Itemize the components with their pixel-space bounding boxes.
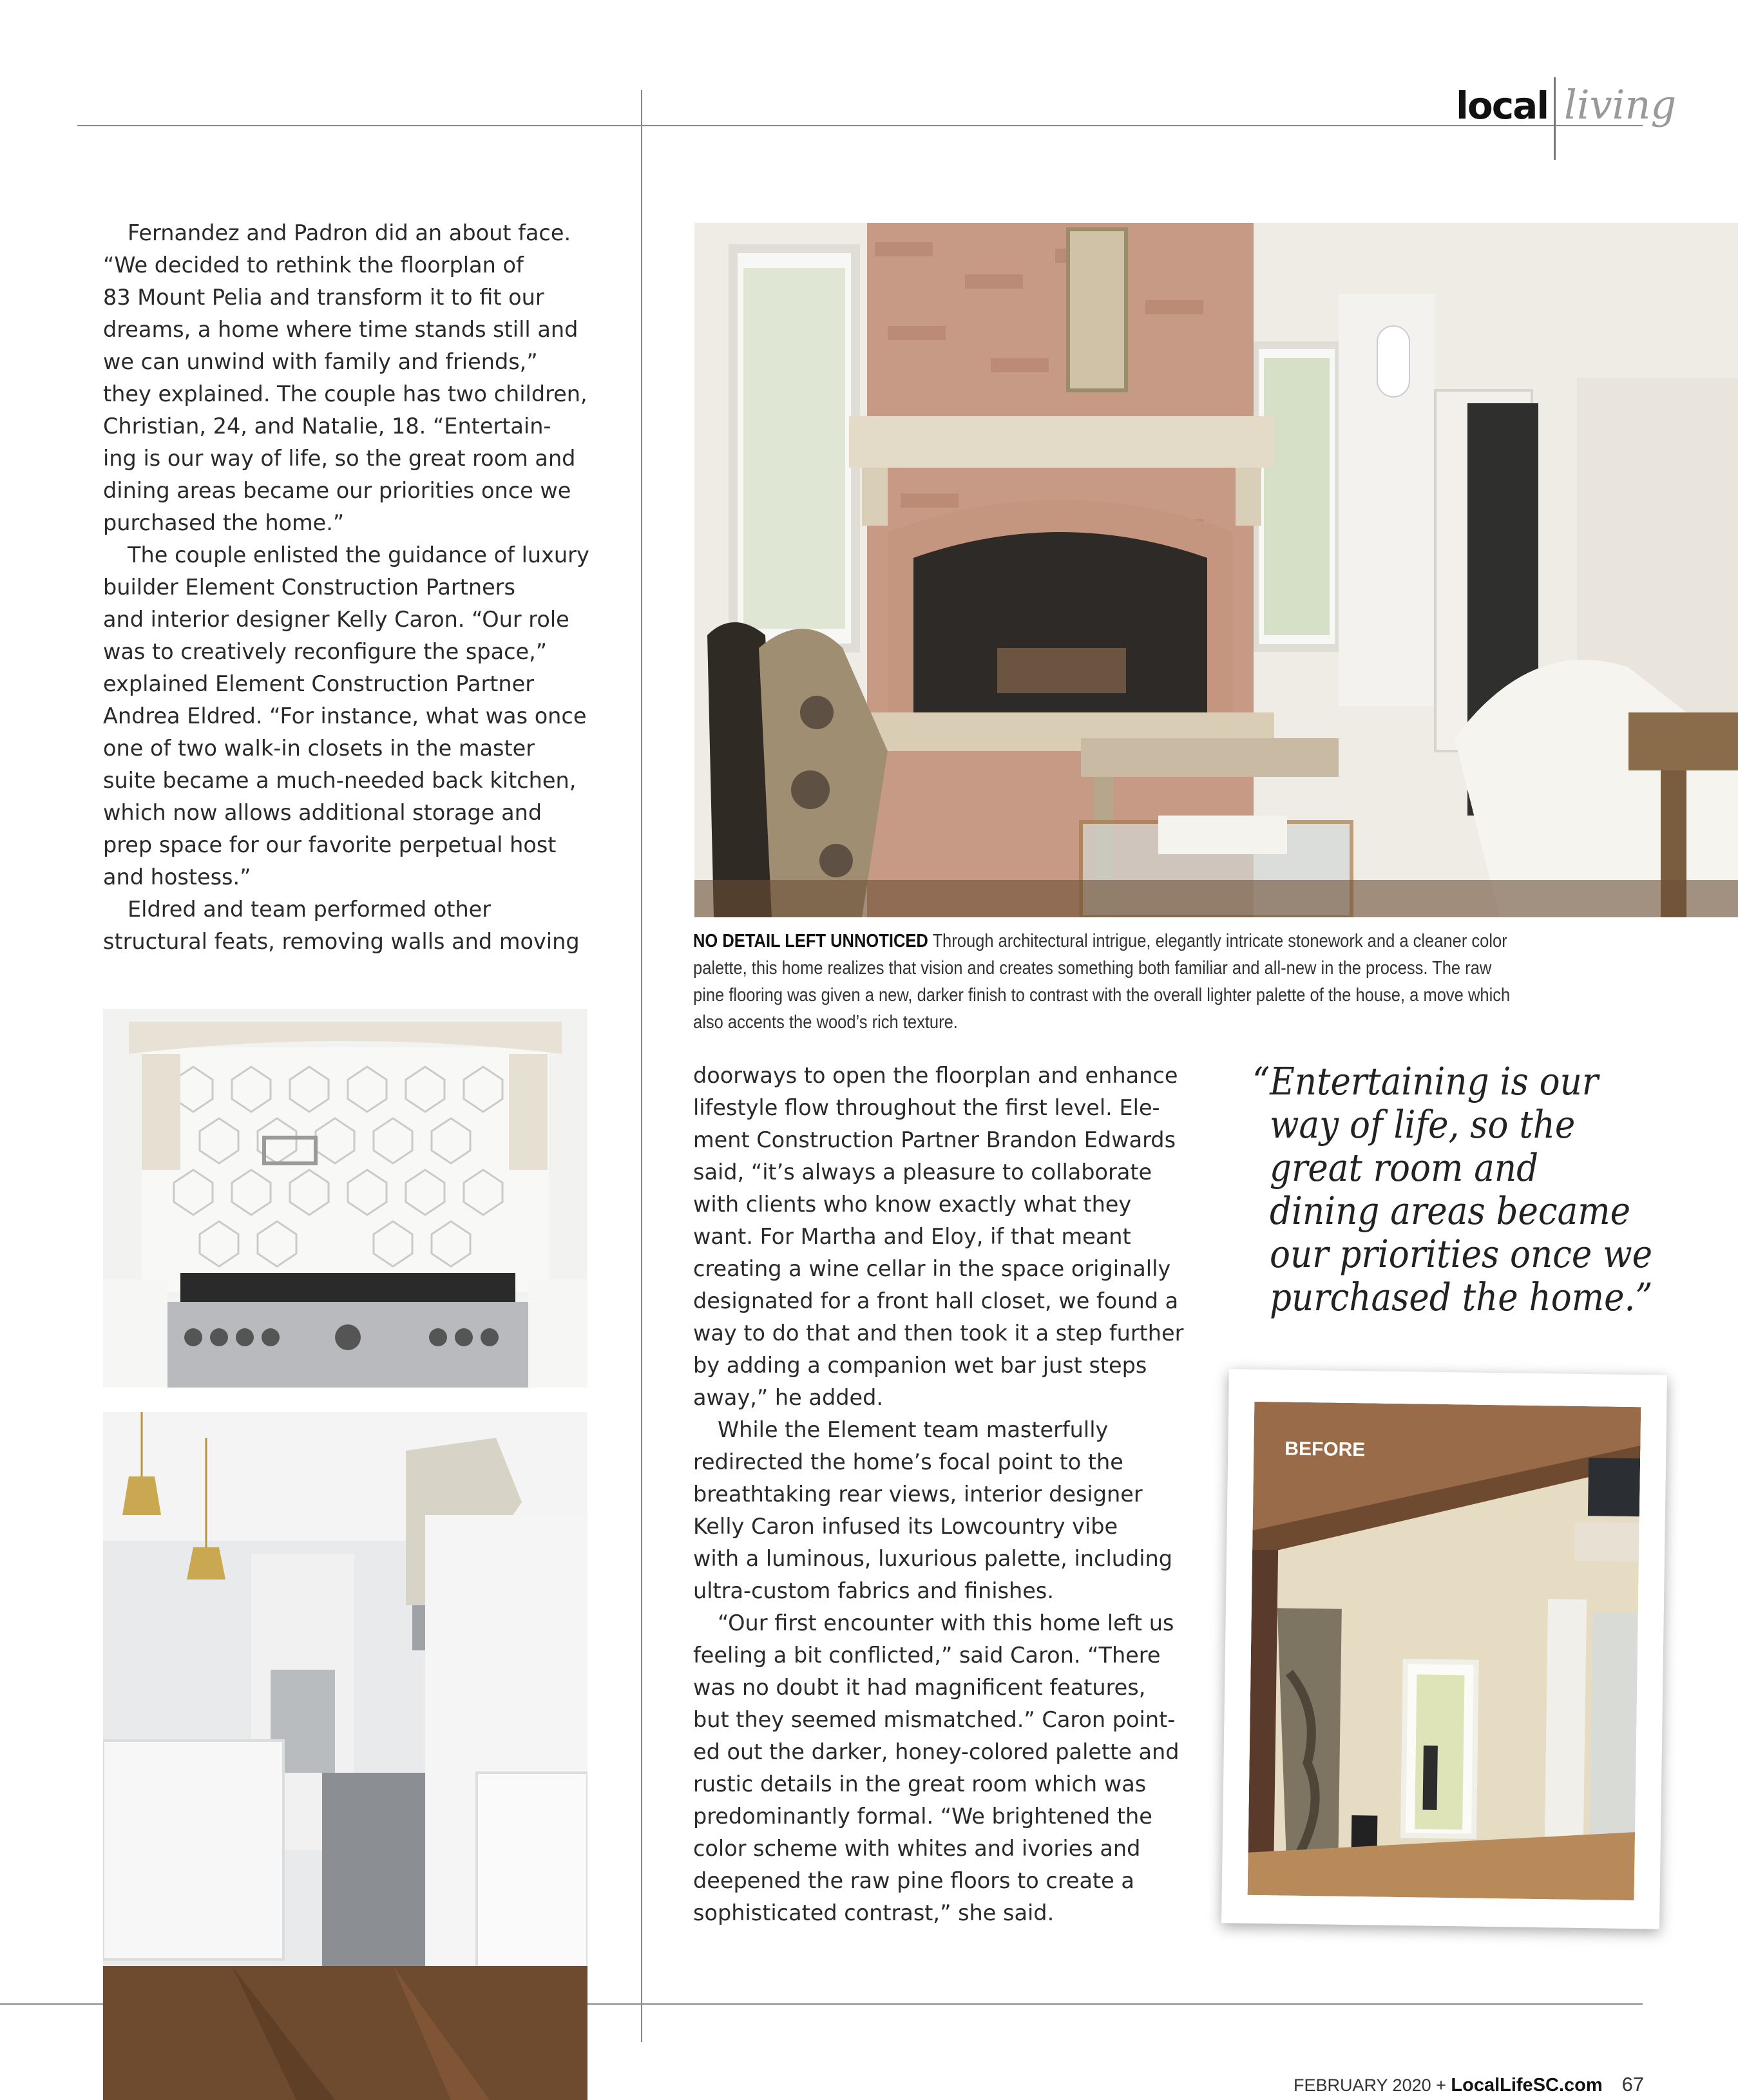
text-line: which now allows additional storage and: [103, 800, 542, 825]
masthead-separator: [1554, 77, 1556, 160]
text-line: color scheme with whites and ivories and: [693, 1836, 1141, 1861]
text-line: explained Element Construction Partner: [103, 671, 535, 696]
photo-caption: [693, 928, 1659, 1036]
text-line: sophisticated contrast,” she said.: [693, 1900, 1055, 1925]
caption-line: also accents the wood’s rich texture.: [693, 1012, 958, 1033]
pull-quote-line: dining areas became: [1270, 1188, 1631, 1233]
pull-quote-line: great room and: [1270, 1145, 1539, 1190]
text-line: builder Element Construction Partners: [103, 575, 515, 600]
text-line: by adding a companion wet bar just steps: [693, 1353, 1147, 1378]
text-line: ing is our way of life, so the great room and: [103, 446, 576, 471]
text-line: and hostess.”: [103, 864, 251, 890]
footer-date: FEBRUARY 2020 +: [1294, 2076, 1451, 2095]
text-line: but they seemed mismatched.” Caron point-: [693, 1707, 1176, 1732]
text-line: dining areas became our priorities once we: [103, 478, 571, 503]
text-line: breathtaking rear views, interior designer: [693, 1482, 1143, 1507]
before-photo-frame: [1221, 1369, 1667, 1929]
text-line: rustic details in the great room which was: [693, 1771, 1147, 1797]
article-column-left: [103, 217, 593, 958]
pull-quote-line: “Entertaining is our: [1252, 1059, 1599, 1103]
page-footer: [1294, 2073, 1644, 2096]
pull-quote-line: our priorities once we: [1270, 1232, 1653, 1276]
text-line: and interior designer Kelly Caron. “Our role: [103, 607, 569, 632]
footer-site: LocalLifeSC.com: [1451, 2075, 1603, 2095]
page-number: 67: [1621, 2073, 1645, 2095]
pull-quote: [1252, 1059, 1653, 1319]
text-line: structural feats, removing walls and moving: [103, 929, 580, 954]
text-line: predominantly formal. “We brightened the: [693, 1804, 1152, 1829]
text-line: one of two walk-in closets in the master: [103, 736, 535, 761]
pull-quote-line: purchased the home.”: [1270, 1275, 1653, 1319]
text-line: ultra-custom fabrics and finishes.: [693, 1578, 1054, 1603]
text-line: said, “it’s always a pleasure to collaborate: [693, 1160, 1152, 1185]
text-line: was no doubt it had magnificent features,: [693, 1675, 1146, 1700]
text-line: Christian, 24, and Natalie, 18. “Entertain-: [103, 414, 551, 439]
text-line: designated for a front hall closet, we found a: [693, 1288, 1179, 1313]
text-line: away,” he added.: [693, 1385, 884, 1410]
text-line: Kelly Caron infused its Lowcountry vibe: [693, 1514, 1118, 1539]
caption-line: pine flooring was given a new, darker finish to contrast with the overall lighter palette of the house, a move which: [693, 985, 1511, 1006]
text-line: with clients who know exactly what they: [693, 1192, 1132, 1217]
text-line: with a luminous, luxurious palette, including: [693, 1546, 1173, 1571]
text-line: doorways to open the floorplan and enhance: [693, 1063, 1178, 1088]
text-line: want. For Martha and Eloy, if that meant: [693, 1224, 1131, 1249]
masthead-section: living: [1564, 81, 1677, 128]
range-hood-photo: [103, 1009, 587, 1388]
text-line: was to creatively reconfigure the space,”: [103, 639, 548, 664]
before-photo: [1248, 1402, 1641, 1900]
text-line: While the Element team masterfully: [718, 1417, 1109, 1442]
article-column-right: [693, 1060, 1208, 1929]
great-room-photo: [694, 223, 1738, 917]
text-line: feeling a bit conflicted,” said Caron. “There: [693, 1643, 1161, 1668]
text-line: lifestyle flow throughout the first level. Ele-: [693, 1095, 1160, 1120]
column-divider: [641, 90, 642, 2042]
text-line: purchased the home.”: [103, 510, 345, 535]
text-line: Andrea Eldred. “For instance, what was once: [103, 703, 587, 729]
text-line: deepened the raw pine floors to create a: [693, 1868, 1134, 1893]
text-line: Eldred and team performed other: [128, 897, 492, 922]
before-label: BEFORE: [1284, 1438, 1366, 1461]
text-line: The couple enlisted the guidance of luxury: [128, 542, 589, 568]
text-line: creating a wine cellar in the space originally: [693, 1256, 1171, 1281]
text-line: redirected the home’s focal point to the: [693, 1449, 1123, 1475]
text-line: ed out the darker, honey-colored palette and: [693, 1739, 1179, 1764]
text-line: dreams, a home where time stands still and: [103, 317, 578, 342]
kitchen-photo: [103, 1412, 587, 2100]
text-line: way to do that and then took it a step further: [693, 1321, 1184, 1346]
masthead: [1456, 77, 1677, 129]
pull-quote-line: way of life, so the: [1270, 1102, 1576, 1147]
text-line: Fernandez and Padron did an about face.: [128, 220, 571, 245]
text-line: prep space for our favorite perpetual host: [103, 832, 557, 857]
header-rule: [77, 125, 1643, 126]
text-line: ment Construction Partner Brandon Edwards: [693, 1127, 1176, 1152]
caption-heading: NO DETAIL LEFT UNNOTICED: [693, 931, 928, 951]
text-line: “Our first encounter with this home left us: [718, 1610, 1174, 1636]
text-line: we can unwind with family and friends,”: [103, 349, 538, 374]
masthead-brand: local: [1456, 84, 1549, 128]
text-line: 83 Mount Pelia and transform it to fit our: [103, 285, 544, 310]
text-line: “We decided to rethink the floorplan of: [103, 253, 524, 278]
text-line: they explained. The couple has two children,: [103, 381, 587, 406]
text-line: suite became a much-needed back kitchen,: [103, 768, 577, 793]
caption-line: Through architectural intrigue, elegantly intricate stonework and a cleaner color: [928, 931, 1507, 951]
caption-line: palette, this home realizes that vision and creates something both familiar and all-new in the process. The raw: [693, 958, 1492, 978]
